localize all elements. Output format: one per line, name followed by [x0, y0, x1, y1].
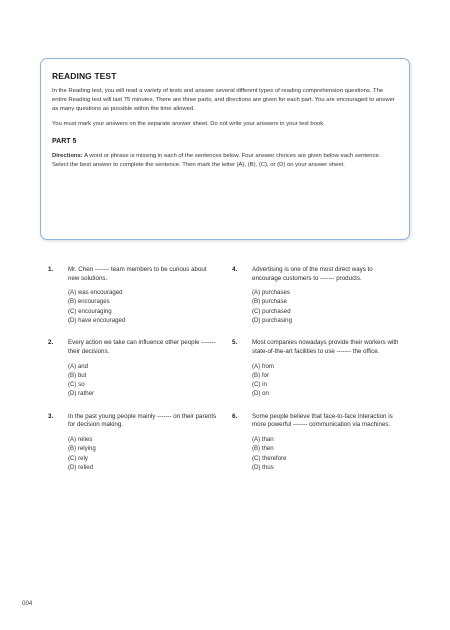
question-text: In the past young people mainly ------- on their parents for decision making. [68, 412, 217, 429]
answer-option: (C) therefore [252, 454, 287, 462]
question-text: Advertising is one of the most direct ways to encourage customers to ------- products. [252, 266, 373, 282]
question-number: 4. [232, 266, 238, 273]
answer-option: (C) in [252, 381, 267, 389]
answer-option: (B) relying [68, 445, 96, 453]
answer-option: (C) purchased [252, 307, 291, 315]
answer-option: (D) rather [68, 390, 95, 398]
question-text: Some people believe that face-to-face interaction is more powerful ------- communication via machines. [252, 412, 393, 429]
answer-option: (C) rely [68, 454, 88, 462]
answer-option: (C) so [68, 381, 85, 389]
answer-option: (B) for [252, 371, 269, 379]
answer-option: (C) encouraging [68, 307, 112, 315]
answer-option: (A) from [252, 362, 275, 370]
reading-test-instructions-box [40, 58, 410, 240]
answer-option: (B) encourages [68, 298, 110, 306]
question-item [48, 339, 218, 398]
question-number: 3. [48, 412, 54, 420]
answer-option: (D) on [252, 390, 269, 398]
part-directions [52, 152, 398, 170]
directions-label: Directions: [52, 153, 83, 160]
answer-option: (A) was encouraged [68, 289, 123, 297]
question-text: Mr. Chen ------- team members to be curious about new solutions. [68, 266, 207, 282]
answer-option: (A) relies [68, 435, 93, 443]
question-number: 6. [232, 412, 238, 420]
page-number: 004 [22, 600, 33, 607]
question-item [232, 413, 402, 472]
answer-option: (B) then [252, 445, 274, 453]
answer-option: (A) purchases [252, 289, 290, 297]
questions-column-right [232, 266, 402, 486]
reading-test-intro-paragraph: In the Reading test, you will read a variety of texts and answer several different types of reading comprehension questions. The entire Reading test will last 75 minutes. There are three parts, and directions are given for each part. You are encouraged to answer as many questions as possible within the time allowed. [52, 88, 395, 112]
answer-option: (A) and [68, 362, 88, 370]
answer-option: (D) relied [68, 463, 94, 471]
answer-option: (A) than [252, 435, 274, 443]
question-item [232, 266, 402, 325]
question-text: Most companies nowadays provide their workers with state-of-the-art facilities to use ------- the office. [252, 339, 399, 355]
question-number: 2. [48, 339, 54, 347]
question-item [48, 266, 218, 325]
part-title: PART 5 [52, 138, 77, 146]
question-item [48, 413, 218, 472]
answer-option: (B) purchase [252, 298, 287, 306]
answer-option: (D) thus [252, 463, 274, 471]
questions-column-left [48, 266, 218, 486]
answer-sheet-instruction: You must mark your answers on the separate answer sheet. Do not write your answers in your test book. [52, 121, 325, 128]
answer-option: (D) have encouraged [68, 317, 126, 325]
directions-text: A word or phrase is missing in each of the sentences below. Four answer choices are given below each sentence. Select the best answer to complete the sentence. Then mark the letter (A), (B), (C), or (D) on your answer sheet. [52, 153, 381, 168]
question-text: Every action we take can influence other people ------- their decisions. [68, 339, 216, 355]
reading-test-title: READING TEST [52, 71, 117, 81]
question-number: 5. [232, 339, 238, 347]
answer-option: (D) purchasing [252, 317, 292, 325]
question-number: 1. [48, 266, 54, 273]
question-item [232, 339, 402, 398]
answer-option: (B) but [68, 371, 87, 379]
